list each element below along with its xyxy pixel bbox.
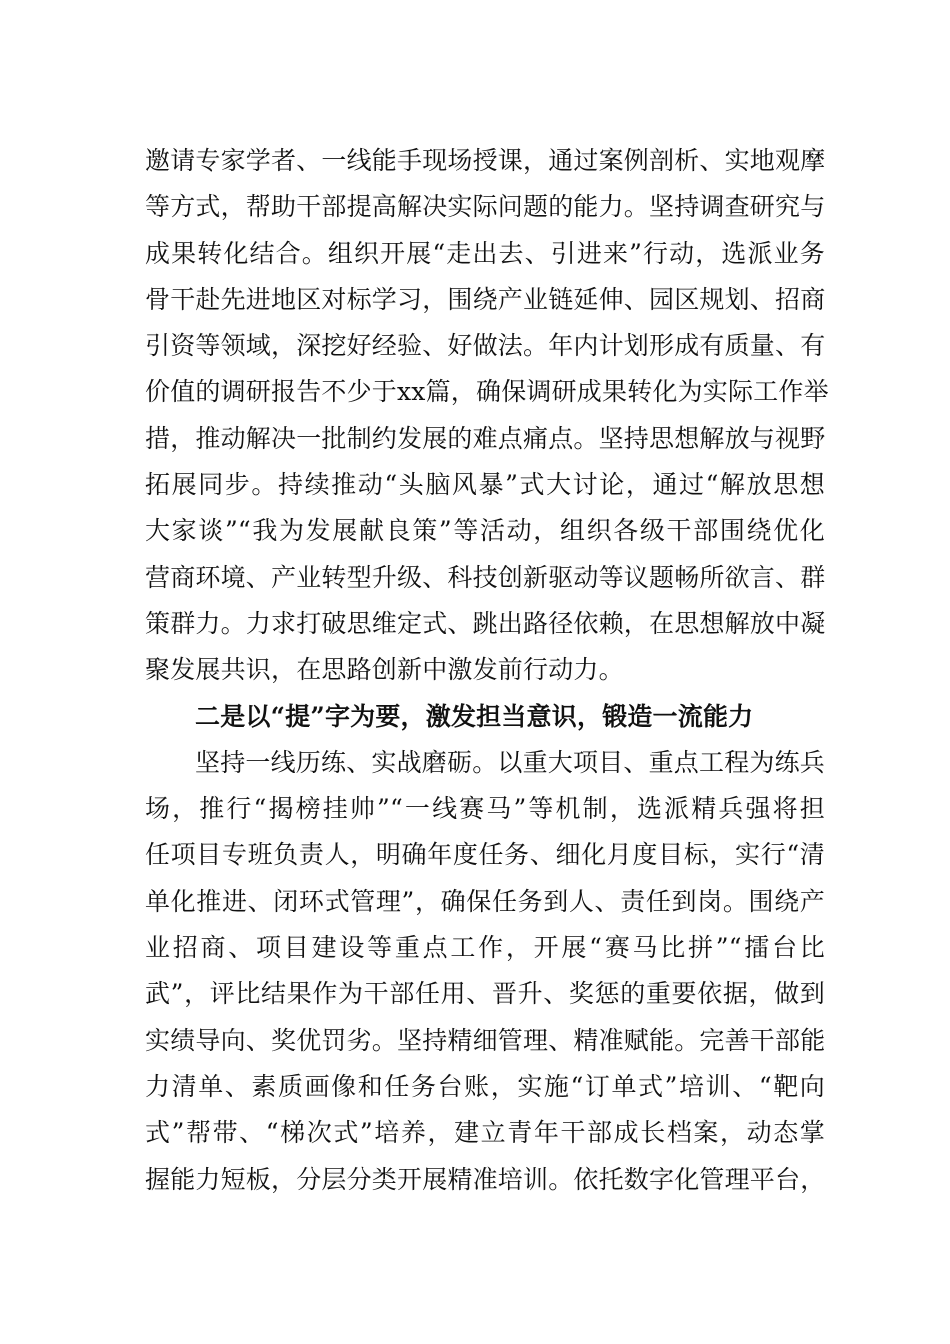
paragraph-line: 力清单、素质画像和任务台账，实施“订单式”培训、“靶向 <box>145 1071 825 1101</box>
paragraph-line: 任项目专班负责人，明确年度任务、细化月度目标，实行“清 <box>145 840 825 870</box>
paragraph-line: 武”，评比结果作为干部任用、晋升、奖惩的重要依据，做到 <box>145 979 825 1009</box>
paragraph-line: 价值的调研报告不少于xx篇，确保调研成果转化为实际工作举 <box>145 377 829 407</box>
body-text <box>145 138 829 1203</box>
paragraph-line: 式”帮带、“梯次式”培养，建立青年干部成长档案，动态掌 <box>145 1118 825 1148</box>
paragraph-line: 大家谈”“我为发展献良策”等活动，组织各级干部围绕优化 <box>145 516 825 546</box>
paragraph-line: 营商环境、产业转型升级、科技创新驱动等议题畅所欲言、群 <box>145 562 826 592</box>
paragraph-line: 握能力短板，分层分类开展精准培训。依托数字化管理平台， <box>145 1164 826 1194</box>
paragraph-line: 骨干赴先进地区对标学习，围绕产业链延伸、园区规划、招商 <box>145 284 826 314</box>
paragraph-line: 实绩导向、奖优罚劣。坚持精细管理、精准赋能。完善干部能 <box>145 1025 826 1055</box>
paragraph-line: 拓展同步。持续推动“头脑风暴”式大讨论，通过“解放思想 <box>145 470 825 500</box>
paragraph-line: 场，推行“揭榜挂帅”“一线赛马”等机制，选派精兵强将担 <box>145 794 825 824</box>
paragraph-line: 措，推动解决一批制约发展的难点痛点。坚持思想解放与视野 <box>145 423 826 453</box>
paragraph-line: 聚发展共识，在思路创新中激发前行动力。 <box>145 655 624 685</box>
paragraph-line: 策群力。力求打破思维定式、跳出路径依赖，在思想解放中凝 <box>145 608 826 638</box>
paragraph-line: 等方式，帮助干部提高解决实际问题的能力。坚持调查研究与 <box>145 192 826 222</box>
section-heading: 二是以“提”字为要，激发担当意识，锻造一流能力 <box>195 701 754 731</box>
paragraph-line: 业招商、项目建设等重点工作，开展“赛马比拼”“擂台比 <box>145 933 825 963</box>
paragraph-line: 单化推进、闭环式管理”，确保任务到人、责任到岗。围绕产 <box>145 886 825 916</box>
paragraph-line: 坚持一线历练、实战磨砺。以重大项目、重点工程为练兵 <box>195 747 826 777</box>
paragraph-line: 引资等领域，深挖好经验、好做法。年内计划形成有质量、有 <box>145 331 826 361</box>
paragraph-line: 邀请专家学者、一线能手现场授课，通过案例剖析、实地观摩 <box>145 146 826 175</box>
paragraph-line: 成果转化结合。组织开展“走出去、引进来”行动，选派业务 <box>145 238 825 268</box>
